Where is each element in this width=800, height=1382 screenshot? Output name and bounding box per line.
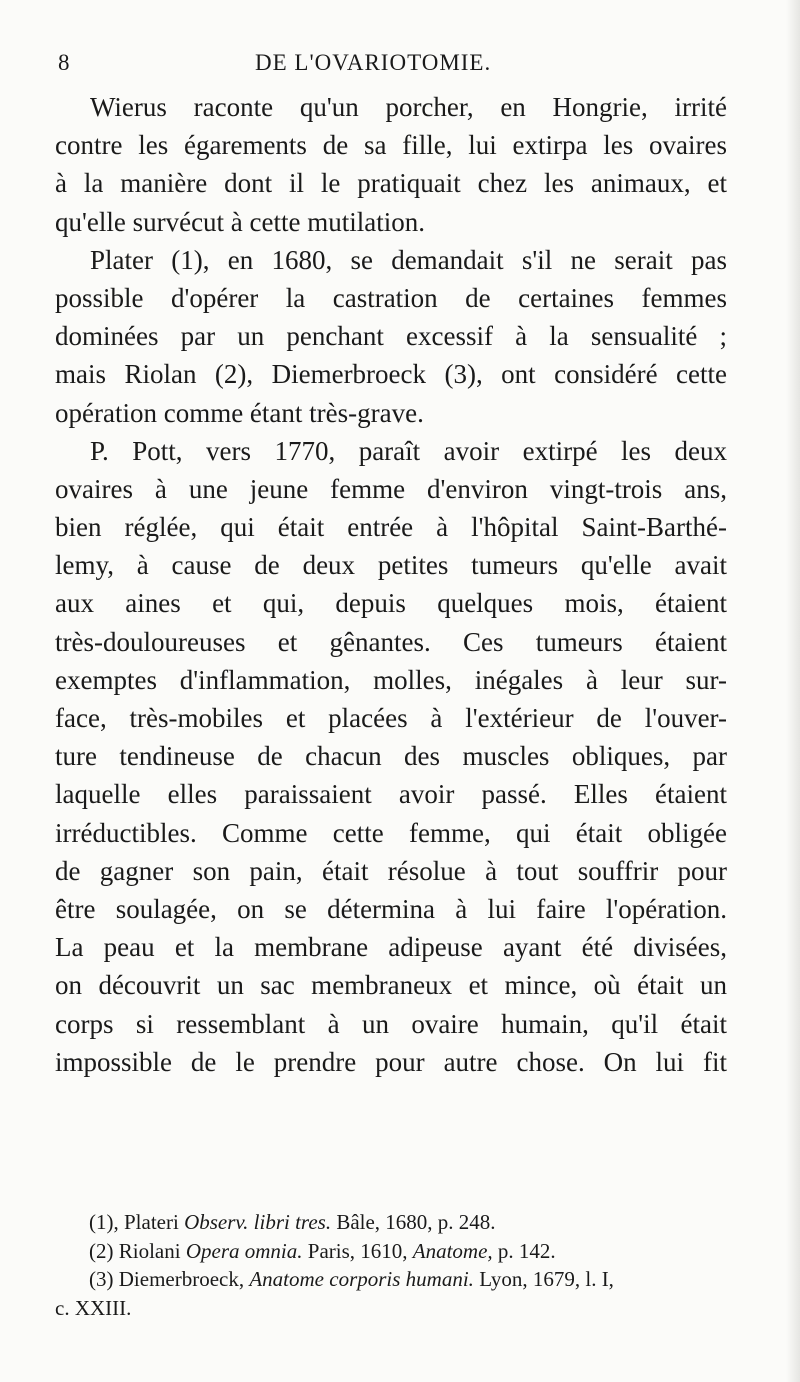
text-line: aux aines et qui, depuis quelques mois, étaient	[55, 588, 727, 619]
footnote-3-continuation: c. XXIII.	[55, 1295, 132, 1320]
footnote-author: Plateri	[124, 1210, 179, 1234]
text-line: laquelle elles paraissaient avoir passé. Elles étaient	[55, 779, 727, 810]
text-line: Wierus raconte qu'un porcher, en Hongrie, irrité	[90, 92, 727, 122]
footnote-details: Bâle, 1680, p. 248.	[336, 1210, 496, 1234]
footnotes	[55, 1208, 727, 1322]
footnote-author: Riolani	[118, 1238, 181, 1263]
footnote-details-2: p. 142.	[497, 1238, 556, 1263]
text-line: P. Pott, vers 1770, paraît avoir extirpé les deux	[90, 435, 727, 466]
text-line: à la manière dont il le pratiquait chez les animaux, et	[55, 168, 727, 199]
text-line: on découvrit un sac membraneux et mince, où était un	[55, 970, 727, 1001]
footnote-title: Observ. libri tres.	[184, 1210, 332, 1234]
text-line: face, très-mobiles et placées à l'extérieur de l'ouver-	[55, 703, 727, 733]
text-line: Plater (1), en 1680, se demandait s'il ne serait pas	[90, 244, 727, 275]
text-line: ovaires à une jeune femme d'environ vingt-trois ans,	[55, 473, 727, 504]
footnote-2	[55, 1237, 727, 1266]
text-line: contre les égarements de sa fille, lui extirpa les ovaires	[55, 130, 727, 161]
text-line: être soulagée, on se détermina à lui faire l'opération.	[55, 893, 727, 924]
footnote-marker: (1),	[89, 1210, 119, 1234]
footnote-title: Anatome corporis humani.	[249, 1267, 474, 1291]
footnote-3	[55, 1265, 727, 1294]
text-line: exemptes d'inflammation, molles, inégales à leur sur-	[55, 664, 727, 695]
text-line: possible d'opérer la castration de certaines femmes	[55, 282, 727, 313]
text-line: lemy, à cause de deux petites tumeurs qu'elle avait	[55, 550, 727, 581]
footnote-marker: (2)	[89, 1238, 114, 1263]
footnote-author: Diemerbroeck,	[118, 1267, 245, 1291]
page-edge-shadow	[786, 0, 800, 1382]
text-line: irréductibles. Comme cette femme, qui était obligée	[55, 817, 727, 848]
text-line: de gagner son pain, était résolue à tout souffrir pour	[55, 855, 727, 886]
footnote-1	[55, 1208, 727, 1237]
text-line: bien réglée, qui était entrée à l'hôpital Saint-Barthé-	[55, 512, 727, 543]
footnote-title-2: Anatome,	[412, 1238, 493, 1263]
text-line: corps si ressemblant à un ovaire humain, qu'il était	[55, 1008, 727, 1039]
page-header	[58, 50, 718, 78]
footnote-details: Paris, 1610,	[307, 1238, 408, 1263]
page-number: 8	[58, 50, 71, 75]
running-title: DE L'OVARIOTOMIE.	[255, 50, 492, 75]
text-line: ture tendineuse de chacun des muscles obliques, par	[55, 741, 727, 772]
text-line: impossible de le prendre pour autre chose. On lui fit	[55, 1046, 727, 1077]
text-line: La peau et la membrane adipeuse ayant été divisées,	[55, 932, 727, 963]
text-line: dominées par un penchant excessif à la sensualité ;	[55, 321, 727, 352]
text-line: qu'elle survécut à cette mutilation.	[55, 206, 425, 237]
text-line: très-douloureuses et gênantes. Ces tumeurs étaient	[55, 626, 727, 657]
footnote-details: Lyon, 1679, l. I,	[479, 1267, 614, 1291]
footnote-title: Opera omnia.	[185, 1238, 303, 1263]
footnote-marker: (3)	[89, 1267, 114, 1291]
text-line: mais Riolan (2), Diemerbroeck (3), ont considéré cette	[55, 359, 727, 390]
text-line: opération comme étant très-grave.	[55, 397, 424, 428]
body-text	[55, 88, 727, 1081]
